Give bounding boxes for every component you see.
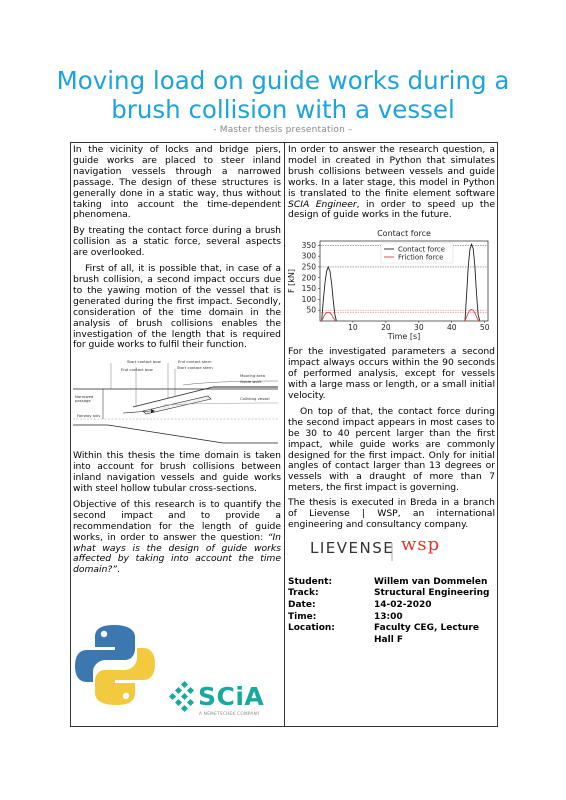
- x-tick-label: 30: [414, 323, 424, 333]
- method-tail: , in order to speed up the design of guide works in the future.: [288, 198, 495, 221]
- info-value: 14-02-2020: [374, 600, 432, 611]
- research-question: “In what ways is the design of guide works affected by taking into account the time domain?”: [73, 531, 281, 576]
- info-value: Willem van Dommelen: [374, 576, 488, 587]
- python-logo: [73, 623, 157, 707]
- wsp-wordmark: wsp: [401, 533, 441, 555]
- objective-tail: .: [117, 564, 120, 576]
- magnitude-paragraph: On top of that, the contact force during the second impact appears in most cases to be 30 to 40 percent larger than the first impact, while guide works are commonly designed for the first impact. Only for initial angles of contact larger than 13 degrees or vessels with a draught of more than 7 meters, the first impact is governing.: [288, 405, 495, 494]
- scia-wordmark: SCiA: [198, 682, 265, 711]
- series-line: [322, 313, 337, 322]
- info-row: [288, 577, 495, 589]
- colliding-vessel-label: Colliding vessel: [240, 396, 270, 402]
- collision-diagram: [73, 359, 281, 447]
- y-tick-label: 300: [301, 251, 316, 261]
- chart-title: Contact force: [377, 229, 431, 239]
- y-axis-label: F [kN]: [287, 269, 296, 294]
- end-contact-stern-label: End contact stern: [178, 359, 212, 365]
- scia-logo: [168, 678, 268, 720]
- method-paragraph: [288, 145, 495, 221]
- objective-lead: Objective of this research is to quantify the second impact and to provide a recommendation for the length of guide works, in order to answer the question:: [73, 498, 281, 543]
- fairway-axis-label: Fairway axis: [77, 413, 101, 419]
- info-value: Structural Engineering: [374, 588, 490, 599]
- scia-subtitle: A NEMETSCHEK COMPANY: [199, 711, 260, 716]
- method-lead: In order to answer the research question, a model in created in Python that simulates brush collisions between vessels and guide works. In a later stage, this model in Python is translated to the finite element software: [288, 144, 495, 199]
- x-axis-label: Time [s]: [387, 332, 421, 342]
- page-title: Moving load on guide works during a brush collision with a vessel: [56, 66, 510, 124]
- software-name: SCIA Engineer: [288, 198, 357, 210]
- y-tick-label: 250: [301, 262, 316, 272]
- second-impact-paragraph: First of all, it is possible that, in case of a brush collision, a second impact occurs due to the yawing motion of the vessel that is generated during the first impact. Secondly, consideration of the time domain in the analysis of brush collisions enables the investigation of the length that is required for guide works to fulfil their function.: [73, 263, 281, 351]
- end-contact-bow-label: End contact bow: [121, 367, 153, 373]
- narrowed-passage-label: Narrowed passage: [75, 394, 94, 404]
- info-key: Date:: [288, 600, 316, 611]
- right-column: [288, 145, 495, 646]
- x-tick-label: 10: [348, 323, 358, 333]
- guide-work-label: Guide work: [240, 379, 262, 385]
- info-key: Location:: [288, 623, 335, 634]
- info-key: Track:: [288, 588, 319, 599]
- scope-paragraph: Within this thesis the time domain is taken into account for brush collisions between inland navigation vessels and guide works with steel hollow tubular cross-sections.: [73, 450, 281, 495]
- info-row: [288, 588, 495, 600]
- lievense-wordmark: LIEVENSE: [310, 538, 395, 557]
- static-force-paragraph: By treating the contact force during a brush collision as a static force, several aspects are overlooked.: [73, 225, 281, 259]
- left-column: [73, 145, 281, 581]
- column-divider: [284, 142, 285, 727]
- legend-entry: Contact force: [398, 245, 446, 254]
- intro-paragraph: In the vicinity of locks and bridge piers, guide works are placed to steer inland navigation vessels through a narrowed passage. The design of these structures is generally done in a static way, thus without taking into account the time-dependent phenomena.: [73, 144, 281, 221]
- contact-force-chart-svg: [288, 227, 495, 345]
- x-tick-label: 20: [381, 323, 391, 333]
- info-value: 13:00: [374, 611, 403, 622]
- start-contact-stern-label: Start contact stern: [177, 365, 213, 371]
- info-key: Student:: [288, 576, 333, 587]
- start-contact-bow-label: Start contact bow: [127, 359, 161, 365]
- info-row: [288, 623, 495, 646]
- objective-paragraph: [73, 500, 281, 576]
- location-paragraph: The thesis is executed in Breda in a branch of Lievense | WSP, an international engineering and consultancy company.: [288, 497, 495, 530]
- info-key: Time:: [288, 611, 317, 622]
- x-tick-label: 50: [479, 323, 490, 333]
- info-row: [288, 612, 495, 624]
- y-tick-label: 200: [301, 273, 316, 283]
- presentation-info: [288, 577, 495, 647]
- contact-force-chart: [288, 227, 495, 345]
- y-tick-label: 350: [301, 241, 316, 251]
- y-tick-label: 100: [301, 295, 316, 305]
- mooring-area-label: Mooring area: [240, 373, 266, 379]
- info-row: [288, 600, 495, 612]
- results-paragraph: For the investigated parameters a second impact always occurs within the 90 seconds of performed analysis, except for vessels with a large mass or length, or a small initial velocity.: [288, 346, 495, 401]
- y-tick-label: 50: [306, 306, 316, 316]
- y-tick-label: 150: [301, 284, 316, 294]
- lievense-wsp-logo: [288, 533, 495, 567]
- page-subtitle: - Master thesis presentation –: [213, 125, 353, 135]
- legend-entry: Friction force: [398, 253, 444, 262]
- x-tick-label: 40: [446, 323, 457, 333]
- info-value: Faculty CEG, Lecture Hall F: [374, 623, 479, 645]
